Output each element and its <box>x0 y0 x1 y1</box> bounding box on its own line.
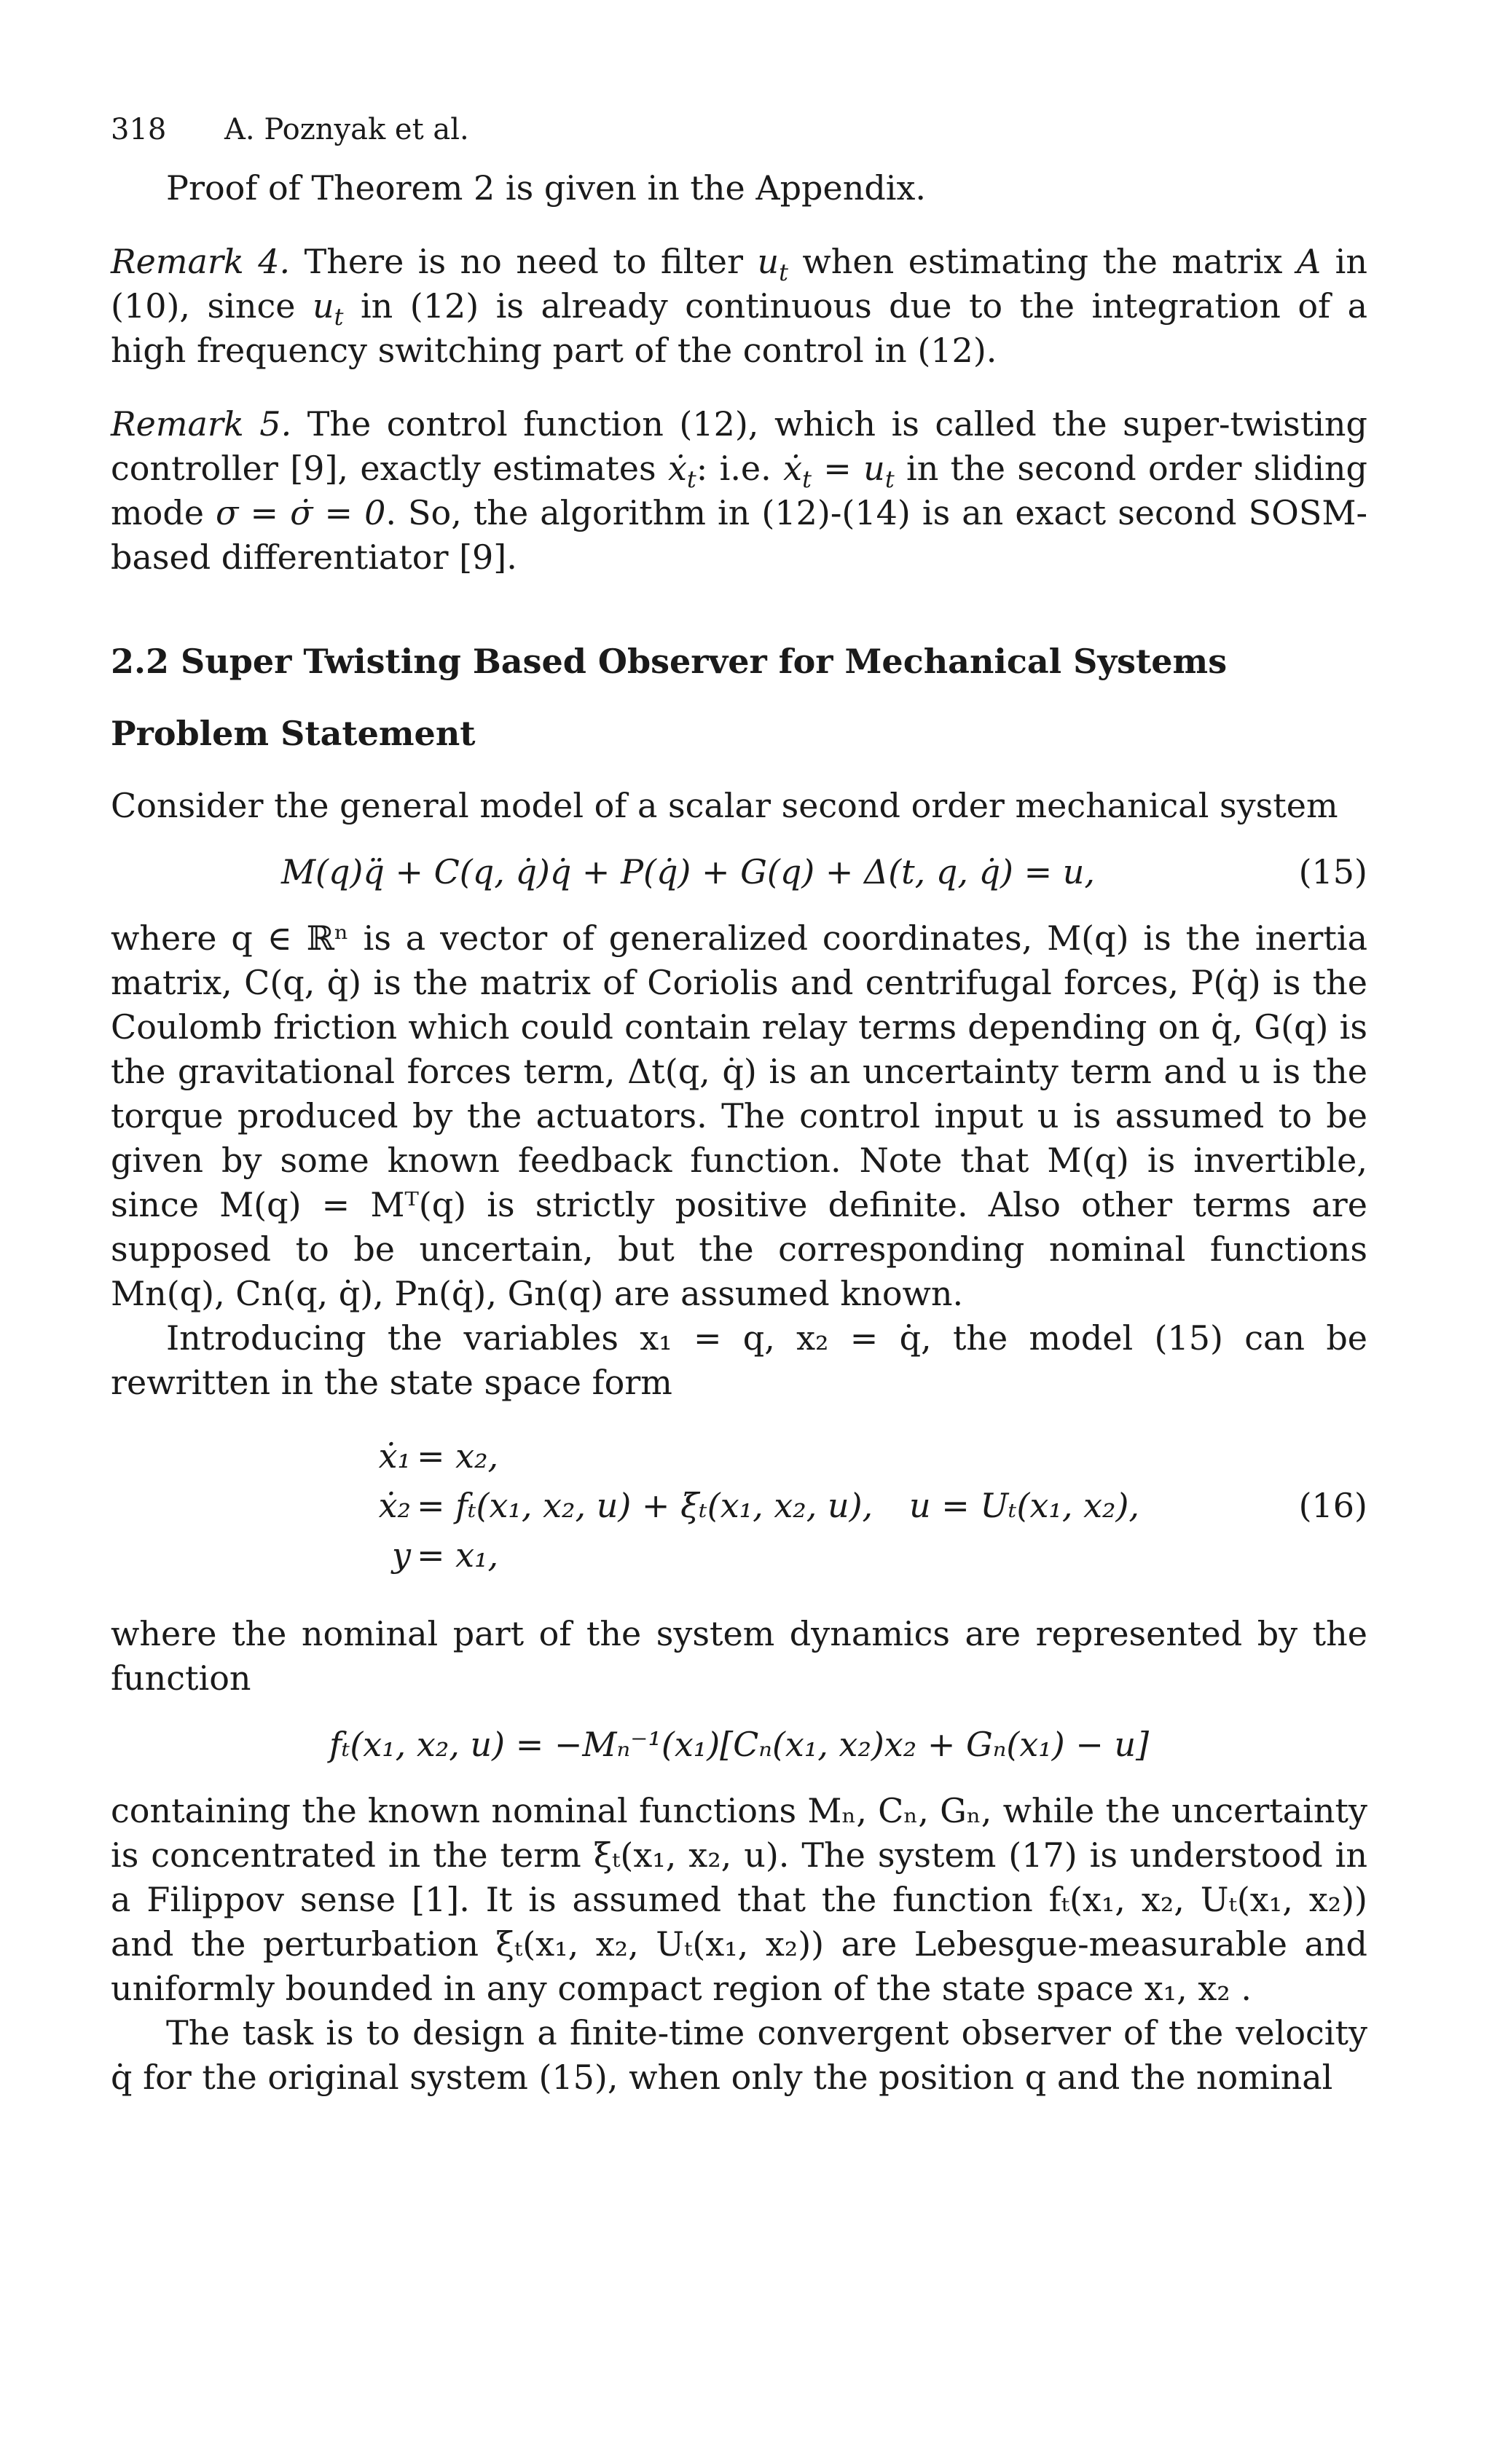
subsection-heading: Problem Statement <box>111 714 476 753</box>
running-head <box>111 109 1367 150</box>
page-number: 318 <box>111 113 167 146</box>
equation-15-body: M(q)q̈ + C(q, q̇)q̇ + P(q̇) + G(q) + Δ(t, q, q̇) = u, <box>280 852 1096 891</box>
equation-15-number: (15) <box>1298 852 1367 891</box>
equation-f-body: fₜ(x₁, x₂, u) = −Mₙ⁻¹(x₁)[Cₙ(x₁, x₂)x₂ + Gₙ(x₁) − u] <box>329 1725 1150 1764</box>
proof-note: Proof of Theorem 2 is given in the Appendix. <box>166 168 927 208</box>
remark-5-label: Remark 5. <box>111 404 292 444</box>
equation-f <box>111 1723 1367 1767</box>
where-16-paragraph: where the nominal part of the system dynamics are represented by the function <box>111 1614 1367 1698</box>
author-line: A. Poznyak et al. <box>224 113 469 146</box>
equation-16 <box>111 1434 1367 1580</box>
remark-4-label: Remark 4. <box>111 242 291 281</box>
page <box>111 109 1367 2100</box>
equation-16-number: (16) <box>1298 1486 1367 1525</box>
equation-16-row-3: y = x₁, <box>392 1535 499 1575</box>
equation-16-row-2: ẋ₂ = fₜ(x₁, x₂, u) + ξₜ(x₁, x₂, u), u = Uₜ(x₁, x₂), (16) <box>111 1484 1367 1528</box>
task-paragraph: The task is to design a finite-time convergent observer of the velocity q̇ for the original system (15), when only the position q and the nominal <box>111 2013 1367 2097</box>
section-heading: 2.2 Super Twisting Based Observer for Mechanical Systems <box>111 642 1228 681</box>
where-15-paragraph: where q ∈ ℝⁿ is a vector of generalized coordinates, M(q) is the inertia matrix, C(q, q̇) is the matrix of Coriolis and centrifugal forces, P(q̇) is the Coulomb friction which could contain relay terms depending on q̇, G(q) is the gravitational forces term, Δt(q, q̇) is an uncertainty term and u is the torque produced by the actuators. The control input u is assumed to be given by some known feedback function. Note that M(q) is invertible, since M(q) = Mᵀ(q) is strictly positive definite. Also other terms are supposed to be uncertain, but the corresponding nominal functions Mn(q), Cn(q, q̇), Pn(q̇), Gn(q) are assumed known. <box>111 918 1367 1313</box>
intro-paragraph: Consider the general model of a scalar second order mechanical system <box>111 786 1338 825</box>
containing-paragraph: containing the known nominal functions Mₙ, Cₙ, Gₙ, while the uncertainty is concentrated in the term ξₜ(x₁, x₂, u). The system (17) is understood in a Filippov sense [1]. It is assumed that the function fₜ(x₁, x₂, Uₜ(x₁, x₂)) and the perturbation ξₜ(x₁, x₂, Uₜ(x₁, x₂)) are Lebesgue-measurable and uniformly bounded in any compact region of the state space x₁, x₂ . <box>111 1791 1367 2008</box>
introducing-paragraph: Introducing the variables x₁ = q, x₂ = q̇, the model (15) can be rewritten in the state space form <box>111 1318 1367 1402</box>
equation-15 <box>111 850 1367 894</box>
equation-16-row-1: ẋ₁ = x₂, <box>378 1436 499 1476</box>
remark-5: Remark 5. The control function (12), which is called the super-twisting controller [9], exactly estimates ẋ$_t$: i.e. ẋ$_t$ = $u_t$ in the second order sliding mode σ = σ̇ = 0. So, the algorithm in (12)-(14) is an exact second SOSM-based differentiator [9]. <box>111 404 1367 577</box>
remark-4: Remark 4. There is no need to filter $u_t$ when estimating the matrix A in (10), since $u_t$ in (12) is already continuous due to the integration of a high frequency switching part of the control in (12). <box>111 242 1367 370</box>
